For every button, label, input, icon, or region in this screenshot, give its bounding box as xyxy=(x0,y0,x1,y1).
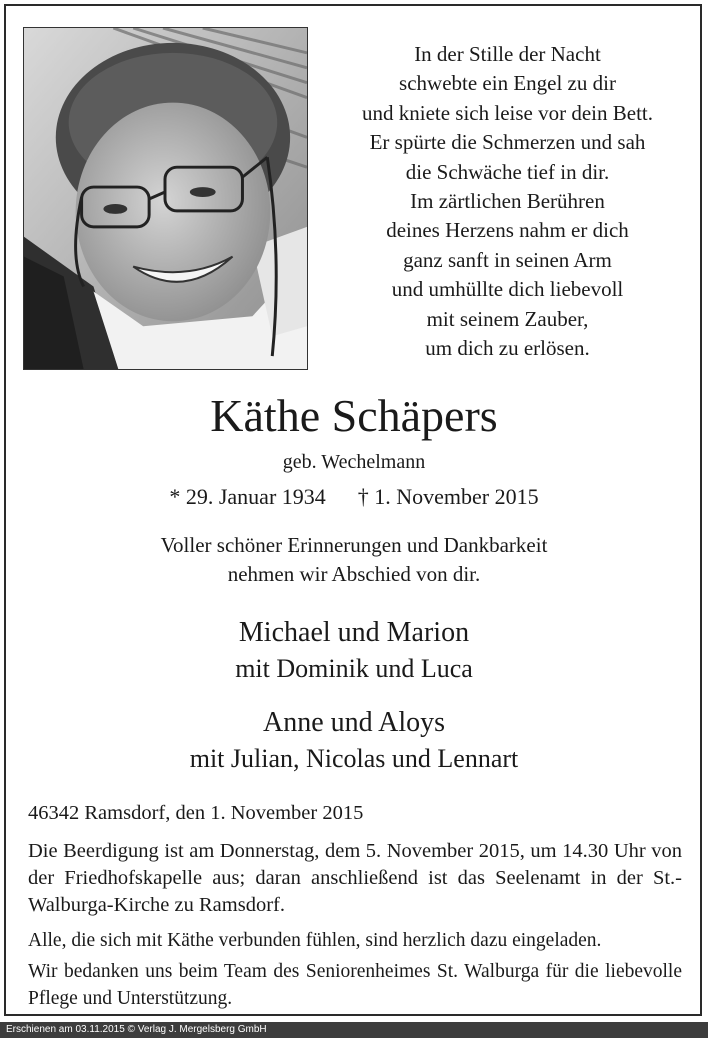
family-main-2: Anne und Aloys xyxy=(263,707,445,738)
family-main-1: Michael und Marion xyxy=(238,617,470,648)
family-sub-2: mit Julian, Nicolas und Lennart xyxy=(189,744,519,773)
poem-line: schwebte ein Engel zu dir xyxy=(399,71,616,96)
poem-line: mit seinem Zauber, xyxy=(426,306,589,331)
farewell-text xyxy=(0,531,708,589)
poem-line: deines Herzens nahm er dich xyxy=(386,218,629,243)
place-date: 46342 Ramsdorf, den 1. November 2015 xyxy=(28,802,364,824)
farewell-line: Voller schöner Erinnerungen und Dankbarkeit xyxy=(160,533,548,557)
poem-line: Im zärtlichen Berühren xyxy=(410,189,605,214)
publisher-footer: Erschienen am 03.11.2015 © Verlag J. Mergelsberg GmbH xyxy=(0,1022,708,1038)
thanks-note: Wir bedanken uns beim Team des Seniorenheimes St. Walburga für die liebevolle Pflege und Unterstützung. xyxy=(28,961,682,1009)
poem-line: Er spürte die Schmerzen und sah xyxy=(369,130,646,155)
portrait-photo xyxy=(23,27,308,370)
poem xyxy=(320,40,695,363)
poem-line: um dich zu erlösen. xyxy=(425,336,590,361)
poem-line: und kniete sich leise vor dein Bett. xyxy=(361,100,654,125)
poem-line: ganz sanft in seinen Arm xyxy=(403,247,612,272)
poem-line: die Schwäche tief in dir. xyxy=(405,159,610,184)
invitation: Alle, die sich mit Käthe verbunden fühlen, sind herzlich dazu eingeladen. xyxy=(28,930,602,951)
deceased-name: Käthe Schäpers xyxy=(210,390,498,441)
family-sub-1: mit Dominik und Luca xyxy=(235,654,473,683)
poem-line: In der Stille der Nacht xyxy=(414,42,601,66)
burial-info: Die Beerdigung ist am Donnerstag, dem 5. November 2015, um 14.30 Uhr von der Friedhofskapelle aus; daran anschließend ist das Seelenamt in der St.-Walburga-Kirche zu Ramsdorf. xyxy=(28,840,682,916)
portrait-image xyxy=(24,28,307,369)
birth-date: * 29. Januar 1934 xyxy=(169,484,326,509)
birth-name: geb. Wechelmann xyxy=(282,451,426,473)
life-dates xyxy=(0,482,708,512)
poem-line: und umhüllte dich liebevoll xyxy=(391,277,624,302)
death-date: † 1. November 2015 xyxy=(357,484,539,509)
farewell-line: nehmen wir Abschied von dir. xyxy=(227,562,481,586)
